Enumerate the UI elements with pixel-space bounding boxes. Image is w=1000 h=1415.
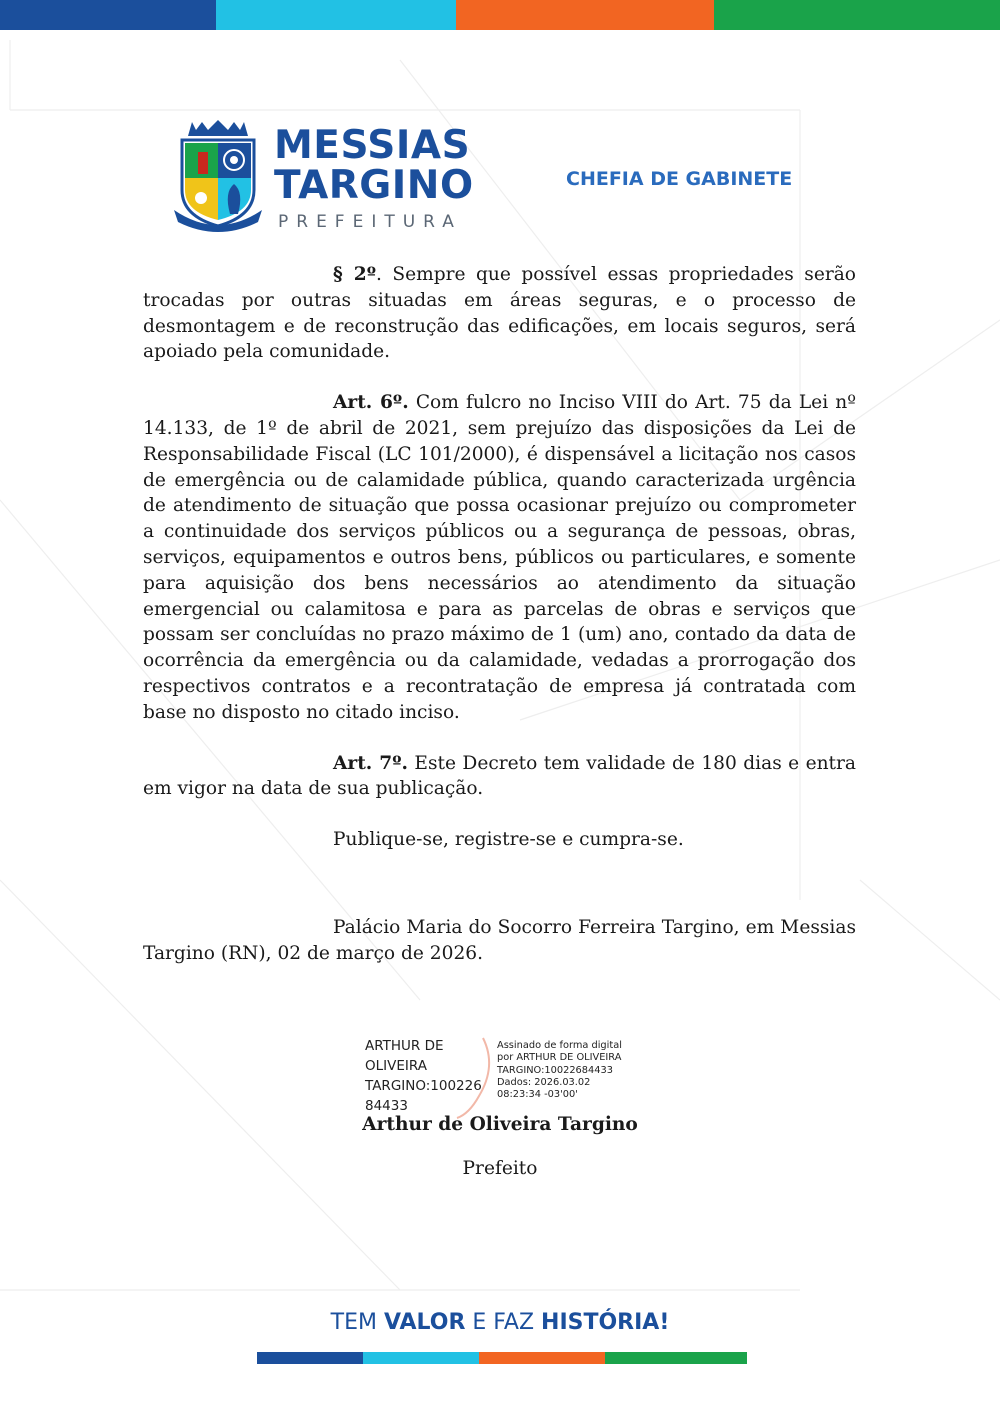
brand-line-targino: TARGINO — [274, 163, 474, 208]
signer-name: Arthur de Oliveira Targino — [362, 1114, 638, 1135]
article-7 — [143, 751, 856, 803]
place-and-date: Palácio Maria do Socorro Ferreira Targino, em Messias Targino (RN), 02 de março de 2026. — [143, 916, 856, 964]
brand-wordmark — [274, 123, 474, 232]
article-7-label: Art. 7º. — [333, 752, 408, 774]
brand-line-messias: MESSIAS — [274, 123, 471, 168]
digital-signature-stamp — [365, 1036, 635, 1116]
paragraph-2 — [143, 262, 856, 365]
department-title: CHEFIA DE GABINETE — [566, 168, 793, 190]
article-6-label: Art. 6º. — [333, 392, 409, 414]
municipal-coat-of-arms-logo — [172, 118, 264, 236]
paragraph-2-label: § 2º — [333, 264, 376, 285]
article-6 — [143, 390, 856, 725]
slogan-part-1: TEM — [330, 1310, 384, 1335]
signer-title: Prefeito — [462, 1158, 538, 1179]
closing-formula: Publique-se, registre-se e cumpra-se. — [333, 829, 684, 851]
footer-slogan — [0, 1310, 1000, 1335]
slogan-part-4: HISTÓRIA! — [541, 1310, 670, 1335]
slogan-part-3: E FAZ — [465, 1310, 542, 1335]
slogan-part-2: VALOR — [383, 1310, 466, 1335]
digital-signer-id: ARTHUR DE OLIVEIRA TARGINO:100226 84433 — [365, 1038, 482, 1114]
article-7-text: Este Decreto tem validade de 180 dias e entra em vigor na data de sua publicação. — [143, 752, 856, 800]
brand-line-prefeitura: PREFEITURA — [278, 212, 462, 232]
article-6-text: Com fulcro no Inciso VIII do Art. 75 da Lei nº 14.133, de 1º de abril de 2021, sem prejuízo das disposições da Lei de Responsabilidade Fiscal (LC 101/2000), é dispensável a licitação nos casos de emergência ou de calamidade pública, quando caracterizada urgência de atendimento de situação que possa ocasionar prejuízo ou comprometer a continuidade dos serviços públicos ou a segurança de pessoas, obras, serviços, equipamentos e outros bens, públicos ou particulares, e somente para aquisição dos bens necessários ao atendimento da situação emergencial ou calamitosa e para as parcelas de obras e serviços que possam ser concluídas no prazo máximo de 1 (um) ano, contado da data de ocorrência da emergência ou da calamidade, vedadas a prorrogação dos respectivos contratos e a recontratação de empresa já contratada com base no disposto no citado inciso. — [143, 392, 856, 723]
digital-signature-details: Assinado de forma digital por ARTHUR DE OLIVEIRA TARGINO:10022684433 Dados: 2026.03.02 08:23:34 -03'00' — [497, 1040, 622, 1101]
decree-body — [143, 262, 856, 992]
bottom-color-bar — [257, 1352, 747, 1364]
paragraph-2-text: . Sempre que possível essas propriedades serão trocadas por outras situadas em áreas seguras, e o processo de desmontagem e de reconstrução das edificações, em locais seguros, será apoiado pela comunidade. — [143, 264, 856, 363]
